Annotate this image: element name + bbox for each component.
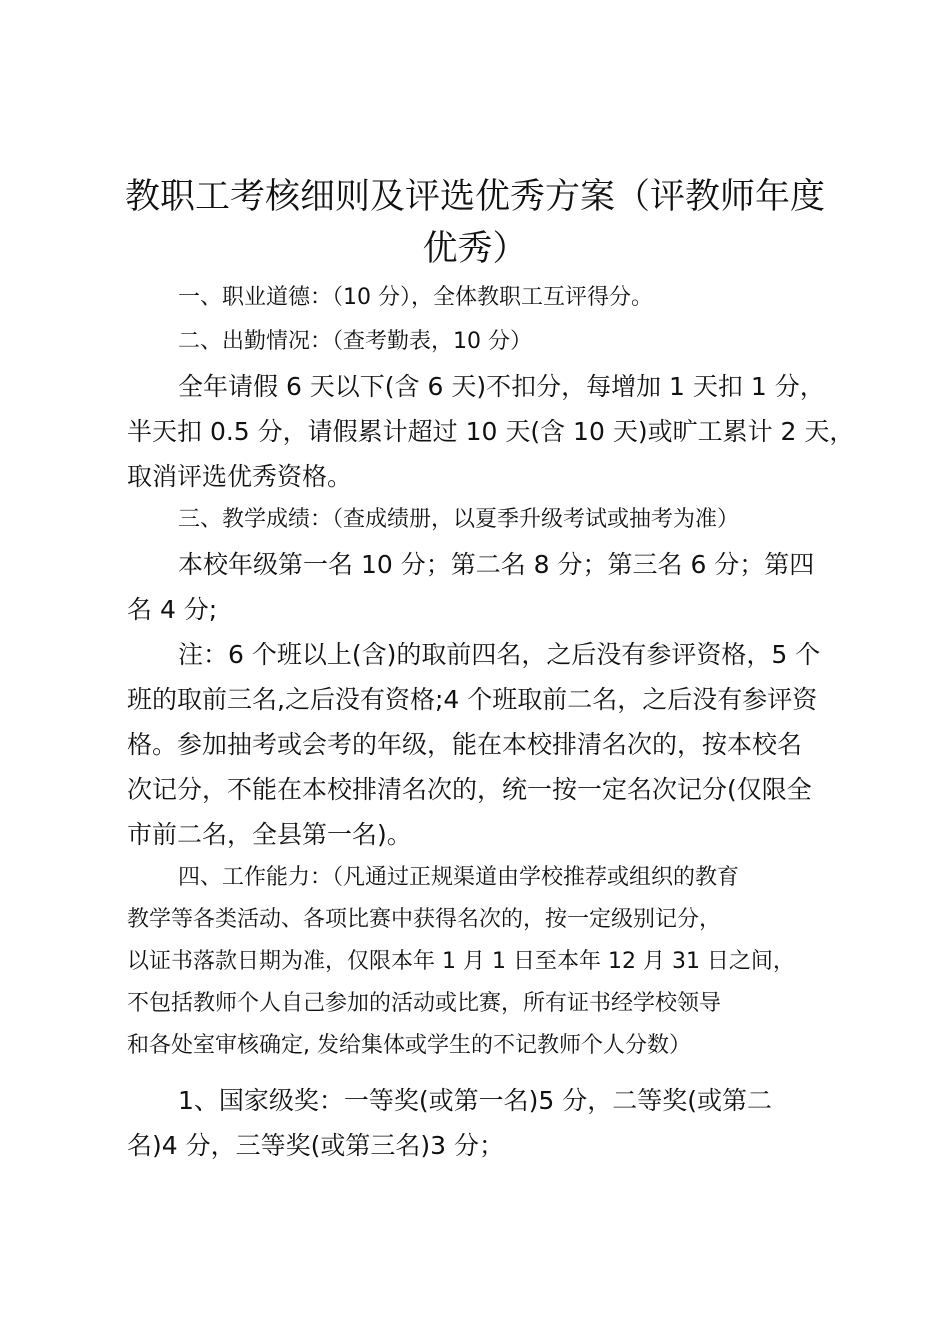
section-heading-ethics: 一、职业道德：（10 分），全体教职工互评得分。: [178, 285, 653, 310]
paragraph-line: 半天扣 0.5 分，请假累计超过 10 天(含 10 天)或旷工累计 2 天，: [127, 417, 855, 446]
paragraph-line: 名 4 分;: [127, 595, 218, 624]
note-line: 市前二名，全县第一名)。: [127, 820, 412, 849]
paragraph-line: 教学等各类活动、各项比赛中获得名次的，按一定级别记分，: [127, 907, 722, 932]
paragraph-line: 取消评选优秀资格。: [127, 462, 353, 491]
section-heading-attendance: 二、出勤情况：（查考勤表，10 分）: [178, 329, 532, 354]
paragraph-line: 全年请假 6 天以下(含 6 天)不扣分，每增加 1 天扣 1 分，: [178, 372, 825, 401]
paragraph-line: 不包括教师个人自己参加的活动或比赛，所有证书经学校领导: [127, 991, 722, 1016]
award-line: 名)4 分，三等奖(或第三名)3 分；: [127, 1131, 504, 1160]
note-line: 次记分，不能在本校排清名次的，统一按一定名次记分(仅限全: [127, 775, 812, 804]
document-title-line-1: 教职工考核细则及评选优秀方案（评教师年度: [124, 177, 825, 217]
note-line: 注：6 个班以上(含)的取前四名，之后没有参评资格，5 个: [178, 640, 821, 669]
note-line: 格。参加抽考或会考的年级，能在本校排清名次的，按本校名: [127, 730, 803, 759]
paragraph-line: 本校年级第一名 10 分；第二名 8 分；第三名 6 分；第四: [178, 550, 815, 579]
paragraph-line: 和各处室审核确定, 发给集体或学生的不记教师个人分数）: [127, 1033, 691, 1058]
note-line: 班的取前三名,之后没有资格;4 个班取前二名，之后没有参评资: [127, 685, 818, 714]
section-heading-teaching-results: 三、教学成绩：（查成绩册，以夏季升级考试或抽考为准）: [178, 507, 740, 532]
paragraph-line: 以证书落款日期为准，仅限本年 1 月 1 日至本年 12 月 31 日之间，: [127, 949, 795, 974]
document-title-line-2: 优秀）: [422, 229, 528, 269]
award-line: 1、国家级奖：一等奖(或第一名)5 分，二等奖(或第二: [178, 1086, 773, 1115]
section-heading-work-ability: 四、工作能力：（凡通过正规渠道由学校推荐或组织的教育: [178, 865, 740, 890]
